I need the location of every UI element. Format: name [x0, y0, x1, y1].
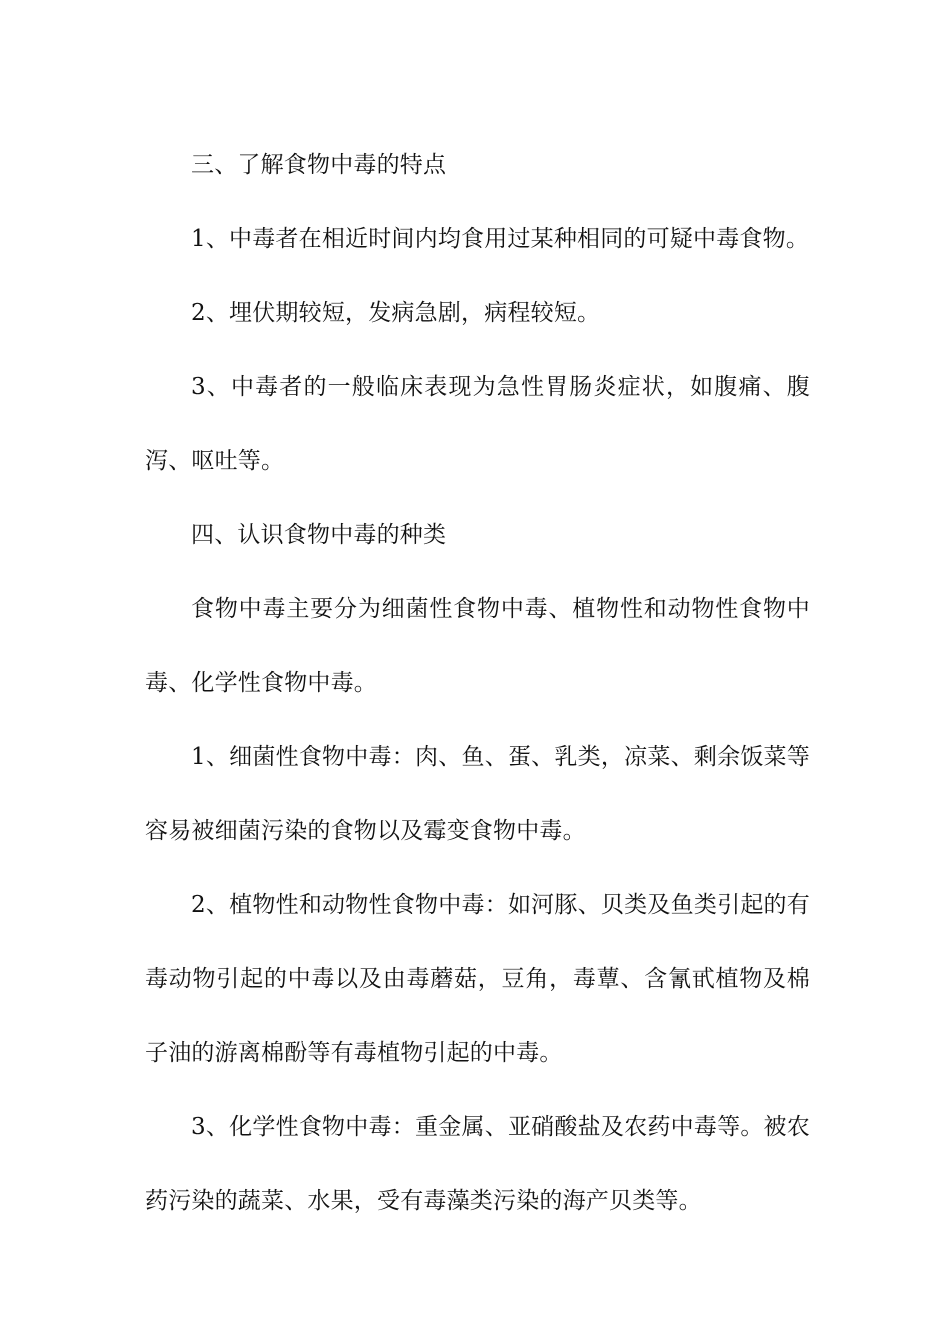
section-heading-characteristics: 三、了解食物中毒的特点: [191, 152, 447, 178]
paragraph-item: 3、化学性食物中毒：重金属、亚硝酸盐及农药中毒等。被农药污染的蔬菜、水果，受有毒藻类污染的海产贝类等。: [145, 1114, 810, 1214]
paragraph-item: 1、中毒者在相近时间内均食用过某种相同的可疑中毒食物。: [191, 226, 810, 252]
section-heading-types: 四、认识食物中毒的种类: [191, 522, 447, 548]
document-body: [145, 128, 810, 1238]
paragraph-item: 1、细菌性食物中毒：肉、鱼、蛋、乳类，凉菜、剩余饭菜等容易被细菌污染的食物以及霉变食物中毒。: [145, 744, 810, 844]
paragraph-item: 食物中毒主要分为细菌性食物中毒、植物性和动物性食物中毒、化学性食物中毒。: [145, 596, 810, 696]
paragraph-item: 2、植物性和动物性食物中毒：如河豚、贝类及鱼类引起的有毒动物引起的中毒以及由毒蘑菇，豆角，毒蕈、含氰甙植物及棉子油的游离棉酚等有毒植物引起的中毒。: [145, 892, 810, 1066]
paragraph-item: 3、中毒者的一般临床表现为急性胃肠炎症状，如腹痛、腹泻、呕吐等。: [145, 374, 810, 474]
paragraph-item: 2、埋伏期较短，发病急剧，病程较短。: [191, 300, 601, 326]
